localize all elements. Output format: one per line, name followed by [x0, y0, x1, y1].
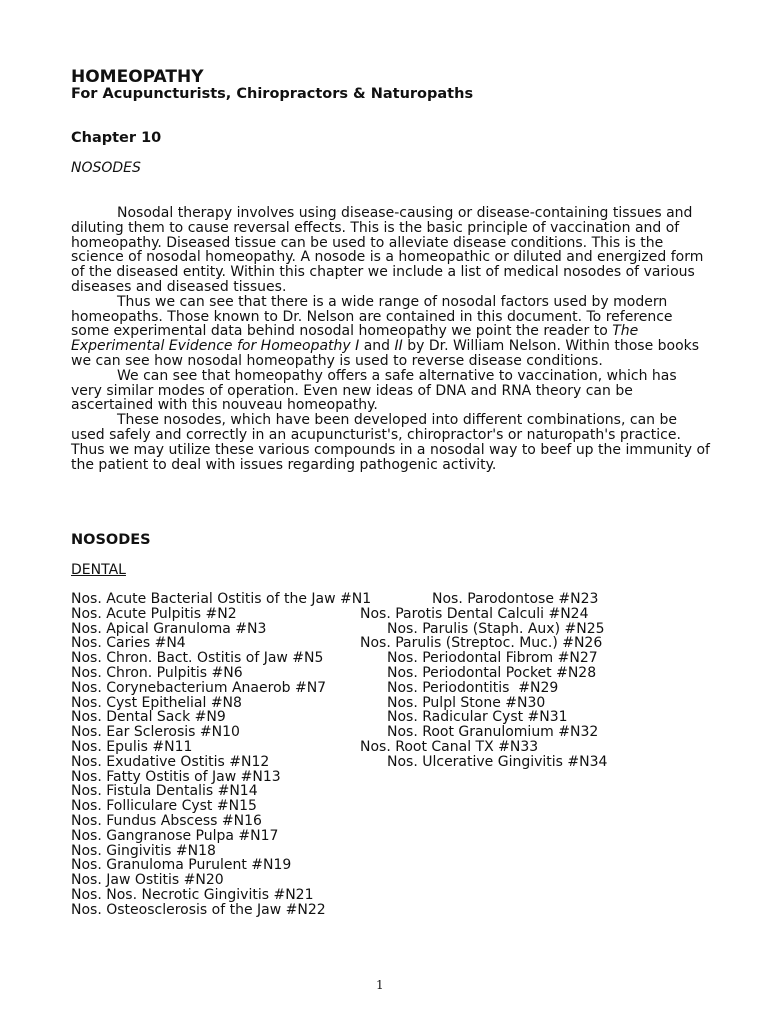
list-item: Nos. Fundus Abscess #N16 — [71, 812, 262, 829]
list-item: Nos. Corynebacterium Anaerob #N7 — [71, 679, 327, 696]
list-item: Nos. Caries #N4 — [71, 635, 186, 652]
list-item: Nos. Ulcerative Gingivitis #N34 — [387, 753, 608, 770]
nosode-list-left — [71, 592, 371, 918]
paragraph-4: These nosodes, which have been developed into different combinations, can be used safely and correctly in an acupuncturist's, chiropractor's or naturopath's practice. Thus we may utilize these various compounds in a nosodal way to beef up the immunity of the patient to deal with issues regarding pathogenic activity. — [71, 412, 710, 473]
document-subtitle: For Acupuncturists, Chiropractors & Naturopaths — [71, 86, 474, 102]
paragraph-2 — [71, 295, 711, 369]
list-item: Nos. Root Canal TX #N33 — [360, 738, 539, 755]
list-item: Nos. Osteosclerosis of the Jaw #N22 — [71, 901, 326, 918]
nosode-list-right — [360, 592, 607, 770]
list-item: Nos. Apical Granuloma #N3 — [71, 620, 267, 637]
paragraph-1: Nosodal therapy involves using disease-causing or disease-containing tissues and diluting them to cause reversal effects. This is the basic principle of vaccination and of homeopathy. Diseased tissue can be used to alleviate disease conditions. This is the science of nosodal homeopathy. A nosode is a homeopathic or diluted and energized form of the diseased entity. Within this chapter we include a list of medical nosodes of various diseases and diseased tissues. — [71, 205, 704, 295]
chapter-heading: Chapter 10 — [71, 130, 162, 146]
list-item: Nos. Chron. Pulpitis #N6 — [71, 664, 243, 681]
list-item: Nos. Exudative Ostitis #N12 — [71, 753, 270, 770]
list-item: Nos. Chron. Bact. Ostitis of Jaw #N5 — [71, 650, 324, 667]
list-item: Nos. Granuloma Purulent #N19 — [71, 857, 292, 874]
list-item: Nos. Gingivitis #N18 — [71, 842, 216, 859]
list-item: Nos. Acute Bacterial Ostitis of the Jaw #N1 — [71, 591, 372, 607]
list-item: Nos. Periodontal Pocket #N28 — [387, 664, 597, 681]
list-item: Nos. Parodontose #N23 — [432, 591, 599, 607]
dental-category: DENTAL — [71, 562, 126, 578]
list-item: Nos. Parotis Dental Calculi #N24 — [360, 605, 589, 622]
paragraph-2-end: by Dr. William Nelson. Within those books we can see how nosodal homeopathy is used to reverse disease conditions. — [71, 338, 700, 369]
list-item: Nos. Gangranose Pulpa #N17 — [71, 827, 279, 844]
list-item: Nos. Pulpl Stone #N30 — [387, 694, 546, 711]
paragraph-3: We can see that homeopathy offers a safe alternative to vaccination, which has very similar modes of operation. Even new ideas of DNA and RNA theory can be ascertained with this nouveau homeopathy. — [71, 367, 677, 414]
section-heading: NOSODES — [71, 160, 141, 176]
document-title: HOMEOPATHY — [71, 67, 204, 87]
list-item: Nos. Parulis (Streptoc. Muc.) #N26 — [360, 635, 603, 652]
paragraph-2-and: and — [359, 338, 395, 355]
list-item: Nos. Epulis #N11 — [71, 738, 193, 755]
list-item: Nos. Periodontitis #N29 — [387, 679, 559, 696]
list-item: Nos. Cyst Epithelial #N8 — [71, 694, 242, 711]
paragraph-2-text: Thus we can see that there is a wide range of nosodal factors used by modern homeopaths. Those known to Dr. Nelson are contained in this document. To reference some experimental data behind nosodal homeopathy we point the reader to — [71, 293, 673, 340]
list-item: Nos. Folliculare Cyst #N15 — [71, 798, 257, 815]
page-number: 1 — [376, 978, 384, 992]
list-item: Nos. Dental Sack #N9 — [71, 709, 226, 726]
list-item: Nos. Periodontal Fibrom #N27 — [387, 650, 598, 667]
nosodes-heading: NOSODES — [71, 532, 151, 548]
list-item: Nos. Radicular Cyst #N31 — [387, 709, 568, 726]
list-item: Nos. Root Granulomium #N32 — [387, 724, 599, 741]
list-item: Nos. Nos. Necrotic Gingivitis #N21 — [71, 886, 314, 903]
body-text — [71, 206, 711, 472]
list-item: Nos. Jaw Ostitis #N20 — [71, 872, 224, 889]
list-item: Nos. Fatty Ostitis of Jaw #N13 — [71, 768, 281, 785]
list-item: Nos. Ear Sclerosis #N10 — [71, 724, 240, 741]
list-item: Nos. Acute Pulpitis #N2 — [71, 605, 237, 622]
list-item: Nos. Parulis (Staph. Aux) #N25 — [387, 620, 605, 637]
book-title-1: The Experimental Evidence for Homeopathy I — [71, 323, 639, 355]
book-title-2: II — [394, 338, 403, 355]
list-item: Nos. Fistula Dentalis #N14 — [71, 783, 258, 800]
